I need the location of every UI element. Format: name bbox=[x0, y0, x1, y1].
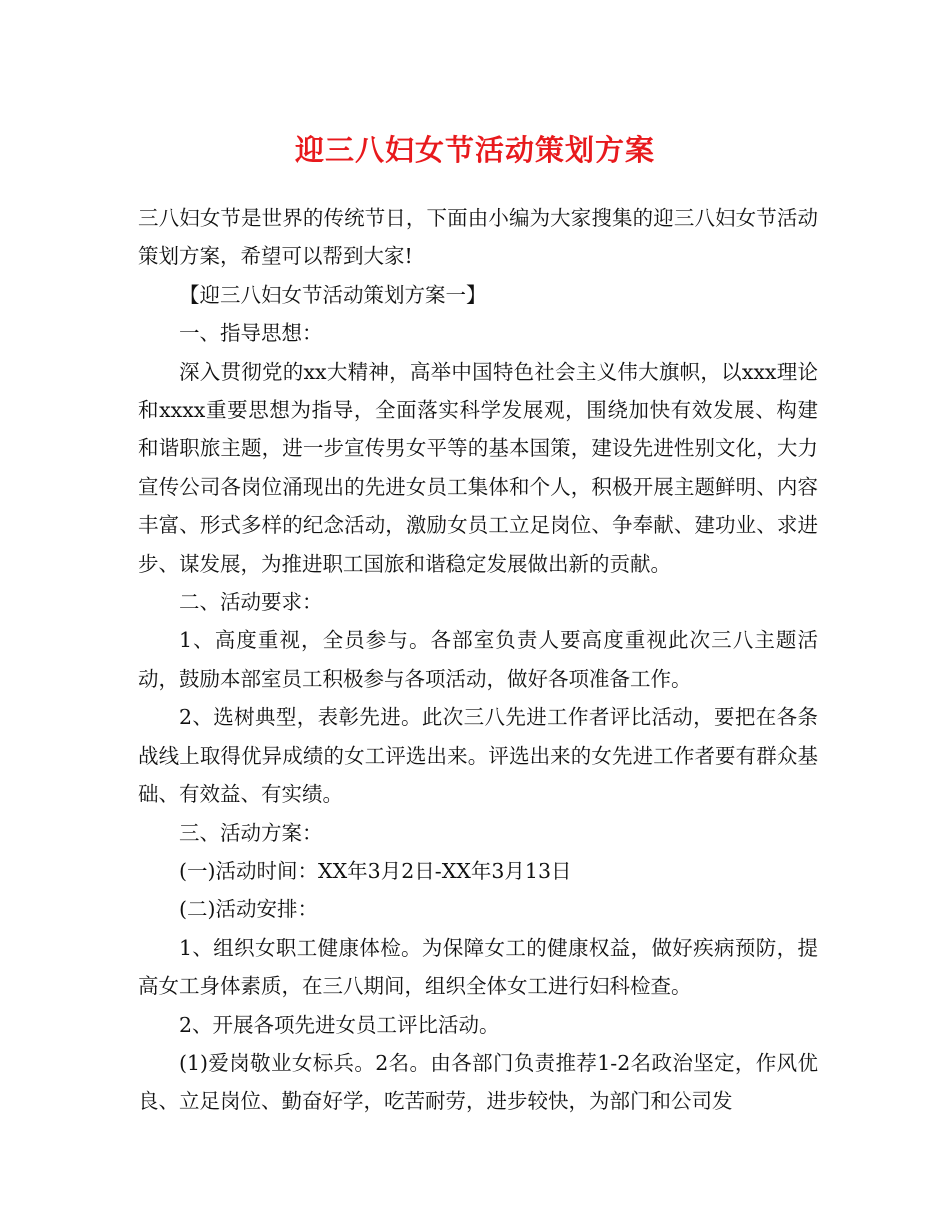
body-paragraph: 【迎三八妇女节活动策划方案一】 bbox=[179, 282, 487, 307]
body-paragraph: 2、选树典型，表彰先进。此次三八先进工作者评比活动，要把在各条战线上取得优异成绩的女工评选出来。评选出来的女先进工作者要有群众基础、有效益、有实绩。 bbox=[138, 705, 818, 807]
body-paragraph: 1、高度重视，全员参与。各部室负责人要高度重视此次三八主题活动，鼓励本部室员工积极参与各项活动，做好各项准备工作。 bbox=[138, 628, 818, 691]
body-paragraph: 三八妇女节是世界的传统节日，下面由小编为大家搜集的迎三八妇女节活动策划方案，希望可以帮到大家! bbox=[138, 206, 818, 269]
body-paragraph: 二、活动要求： bbox=[179, 590, 323, 615]
body-paragraph: 2、开展各项先进女员工评比活动。 bbox=[179, 1012, 500, 1037]
body-paragraph: (一)活动时间：XX年3月2日-XX年3月13日 bbox=[179, 858, 572, 883]
body-paragraph: (1)爱岗敬业女标兵。2名。由各部门负责推荐1-2名政治坚定，作风优良、立足岗位、勤奋好学，吃苦耐劳，进步较快，为部门和公司发 bbox=[138, 1050, 818, 1114]
body-paragraph: 一、指导思想： bbox=[179, 321, 323, 346]
body-paragraph: 深入贯彻党的xx大精神，高举中国特色社会主义伟大旗帜，以xxx理论和xxxx重要思想为指导，全面落实科学发展观，围绕加快有效发展、构建和谐职旅主题，进一步宣传男女平等的基本国策，建设先进性别文化，大力宣传公司各岗位涌现出的先进女员工集体和个人，积极开展主题鲜明、内容丰富、形式多样的纪念活动，激励女员工立足岗位、争奉献、建功业、求进步、谋发展，为推进职工国旅和谐稳定发展做出新的贡献。 bbox=[138, 359, 818, 576]
body-paragraph: 1、组织女职工健康体检。为保障女工的健康权益，做好疾病预防，提高女工身体素质，在三八期间，组织全体女工进行妇科检查。 bbox=[138, 935, 818, 999]
document-title: 迎三八妇女节活动策划方案 bbox=[294, 133, 655, 167]
body-paragraph: (二)活动安排： bbox=[179, 897, 318, 922]
document-body bbox=[138, 199, 818, 1121]
body-paragraph: 三、活动方案： bbox=[179, 820, 323, 845]
